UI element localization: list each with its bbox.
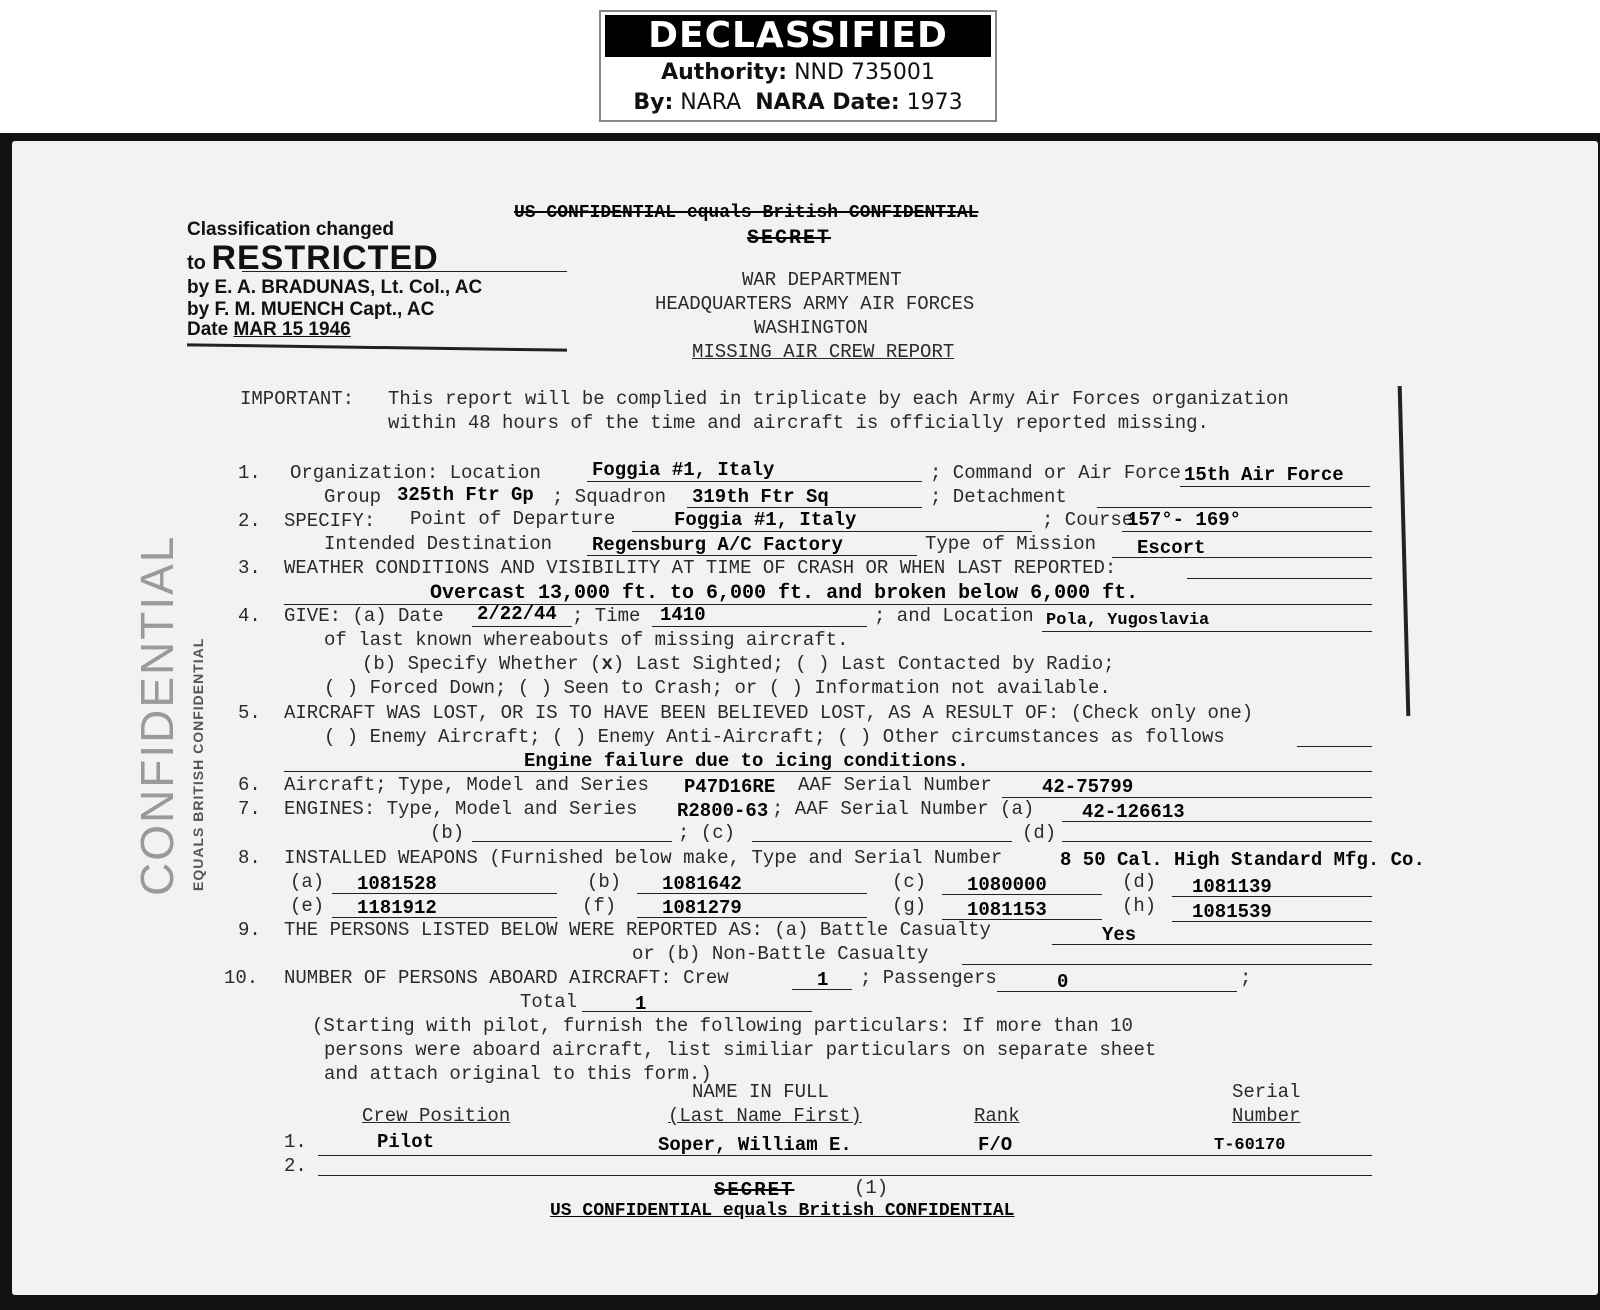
item9-label: THE PERSONS LISTED BELOW WERE REPORTED AS: (a) Battle Casualty [284,919,991,941]
stamp-by-line [601,90,995,115]
item5-enemy-aircraft: Enemy Aircraft; [369,726,541,748]
weapon-line-f [637,917,867,918]
weapon-tag-h: (h) [1122,895,1157,917]
item4-b-label: (b) Specify Whether [362,653,579,675]
stamp-by-value: NARA [680,90,742,115]
item1-squadron-line [687,507,922,508]
item1-squadron: 319th Ftr Sq [692,486,829,508]
form-page [12,141,1598,1295]
item7-d-line [1062,841,1372,842]
item8-label: INSTALLED WEAPONS (Furnished below make, Type and Serial Number [284,847,1003,869]
crew-row-1-rank: F/O [978,1134,1013,1156]
item3-number: 3. [238,557,261,579]
reclass-to-label: to [187,252,206,274]
item9-battle-line [1052,944,1372,945]
crew-row-1-position: Pilot [377,1131,435,1153]
crew-row-1-num: 1. [284,1131,307,1153]
item1-command-line [1180,486,1370,487]
item10-passengers-label: ; Passengers [860,967,997,989]
item4-give-label: GIVE: (a) Date [284,605,444,627]
item2-destination-line [587,555,917,556]
weapon-serial-f: 1081279 [662,897,742,919]
item1-command: 15th Air Force [1184,464,1344,486]
item4-date: 2/22/44 [477,603,557,625]
crew-row-1-line [318,1155,1372,1156]
crew-row-2-line [318,1175,1372,1176]
side-confidential-small: EQUALS BRITISH CONFIDENTIAL [190,637,206,891]
footer-page: (1) [854,1177,889,1199]
item1-detachment-label: ; Detachment [930,486,1067,508]
item4-last-contacted: Last Contacted by Radio; [840,653,1115,675]
weapon-line-c [942,894,1102,895]
weapon-tag-a: (a) [290,871,325,893]
item5-label: AIRCRAFT WAS LOST, OR IS TO HAVE BEEN BELIEVED LOST, AS A RESULT OF: (Check only one) [284,702,1254,724]
item2-mission-label: Type of Mission [925,533,1097,555]
item5-value: Engine failure due to icing conditions. [524,750,969,772]
item3-line-a [1187,578,1372,579]
item6-serial-label: AAF Serial Number [798,774,992,796]
stamp-date-label: NARA Date: [755,90,900,115]
reclass-date-value: MAR 15 1946 [233,319,351,340]
col-name-2: (Last Name First) [668,1105,862,1127]
item10-passengers-line [997,991,1237,992]
weapon-serial-h: 1081539 [1192,901,1272,923]
item4-location: Pola, Yugoslavia [1046,611,1210,630]
item9-number: 9. [238,919,261,941]
item9-label2: or (b) Non-Battle Casualty [632,943,929,965]
item3-label: WEATHER CONDITIONS AND VISIBILITY AT TIME OF CRASH OR WHEN LAST REPORTED: [284,557,1117,579]
footer-classification: US CONFIDENTIAL equals British CONFIDENTIAL [550,1201,1015,1221]
col-rank: Rank [974,1105,1020,1127]
item5-other-line [1297,746,1372,747]
item4-whereabouts: of last known whereabouts of missing aircraft. [324,629,849,651]
item10-note1: (Starting with pilot, furnish the following particulars: If more than 10 [312,1015,1133,1037]
weapon-line-e [332,917,557,918]
item7-number: 7. [238,798,261,820]
item5-value-line [284,771,1372,772]
item4-b-line: (b) Specify Whether (x) Last Sighted; ( ) Last Contacted by Radio; [362,653,1115,675]
header-redacted-word: SECRET [747,227,832,250]
item2-number: 2. [238,510,261,532]
item10-passengers: 0 [1057,971,1069,993]
item2-course: 157°- 169° [1127,509,1242,531]
item1-number: 1. [238,462,261,484]
crew-row-2-num: 2. [284,1155,307,1177]
item1-group: 325th Ftr Gp [397,484,534,506]
reclass-to-line [187,239,439,278]
declassified-stamp [599,10,997,122]
weapon-serial-a: 1081528 [357,873,437,895]
item2-course-line [1122,531,1372,532]
crew-row-1-serial: T-60170 [1214,1136,1286,1155]
item6-type: P47D16RE [684,776,776,798]
weapon-line-b [637,893,867,894]
item2-departure: Foggia #1, Italy [674,509,857,531]
stamp-date-value: 1973 [906,90,963,115]
footer-redacted: SECRET [714,1179,795,1201]
item2-destination: Regensburg A/C Factory [592,534,843,556]
important-line2: within 48 hours of the time and aircraft is officially reported missing. [388,412,1209,434]
header-dept: WAR DEPARTMENT [742,269,902,291]
item3-value: Overcast 13,000 ft. to 6,000 ft. and broken below 6,000 ft. [430,582,1139,605]
item2-course-label: ; Course [1042,509,1134,531]
item8-number: 8. [238,847,261,869]
item10-crew: 1 [817,969,829,991]
reclass-date-line [187,319,351,341]
item4-time-line [652,626,867,627]
item4-forced-down: Forced Down; [369,677,507,699]
weapon-serial-c: 1080000 [967,874,1047,896]
weapon-line-h [1172,921,1372,922]
important-label: IMPORTANT: [240,388,355,410]
item10-crew-line [792,989,852,990]
item7-serial-label: ; AAF Serial Number (a) [772,798,1035,820]
item1-location: Foggia #1, Italy [592,459,775,481]
col-position: Crew Position [362,1105,511,1127]
col-serial-2: Number [1232,1105,1301,1127]
item6-serial: 42-75799 [1042,776,1134,798]
item1-group-label: Group [324,486,382,508]
item7-serial-a: 42-126613 [1082,801,1185,823]
weapon-tag-d: (d) [1122,871,1157,893]
item7-serial-a-line [1062,821,1372,822]
col-serial-1: Serial [1232,1081,1301,1103]
item10-label: NUMBER OF PERSONS ABOARD AIRCRAFT: Crew [284,967,729,989]
weapon-tag-e: (e) [290,895,325,917]
item4-time-label: ; Time [572,605,641,627]
reclass-date-label: Date [187,319,229,340]
reclass-restricted: RESTRICTED [211,239,439,277]
important-line1: This report will be complied in triplicate by each Army Air Forces organization [388,388,1289,410]
item1-command-label: ; Command or Air Force [930,462,1181,484]
item1-squadron-label: ; Squadron [552,486,667,508]
header-classification: US CONFIDENTIAL equals British CONFIDENTIAL [514,203,979,223]
item1-org-label: Organization: Location [290,462,541,484]
item4-location-line [1042,631,1372,632]
crew-row-1-name: Soper, William E. [658,1134,852,1156]
margin-mark [1398,386,1411,716]
item4-date-line [472,626,572,627]
reclass-line1: Classification changed [187,219,394,240]
reclass-by1: by E. A. BRADUNAS, Lt. Col., AC [187,277,483,298]
reclass-rule [187,343,567,351]
side-confidential-stamp: CONFIDENTIAL [131,534,183,896]
item1-detachment-line [1097,507,1372,508]
item9-battle: Yes [1102,924,1137,946]
stamp-authority-label: Authority: [661,60,788,85]
item6-label: Aircraft; Type, Model and Series [284,774,649,796]
item2-destination-label: Intended Destination [324,533,553,555]
weapon-serial-d: 1081139 [1192,876,1272,898]
item10-note3: and attach original to this form.) [324,1063,712,1085]
item10-total-label: Total [520,991,578,1013]
item7-label: ENGINES: Type, Model and Series [284,798,638,820]
item3-line-b [284,604,1372,605]
weapon-serial-b: 1081642 [662,873,742,895]
item5-other: Other circumstances as follows [882,726,1225,748]
scanned-document [0,133,1600,1310]
col-name-1: NAME IN FULL [692,1081,829,1103]
weapon-tag-c: (c) [892,871,927,893]
weapon-serial-e: 1181912 [357,897,437,919]
stamp-authority-line [601,60,995,85]
item6-number: 6. [238,774,261,796]
reclass-by2: by F. M. MUENCH Capt., AC [187,299,435,320]
item7-c-label: ; (c) [678,822,736,844]
weapon-serial-g: 1081153 [967,899,1047,921]
item5-options-line: ( ) Enemy Aircraft; ( ) Enemy Anti-Aircraft; ( ) Other circumstances as follows [324,726,1225,748]
report-title: MISSING AIR CREW REPORT [692,341,955,363]
item7-type: R2800-63 [677,800,769,822]
weapon-tag-g: (g) [892,895,927,917]
item8-make: 8 50 Cal. High Standard Mfg. Co. [1060,849,1425,871]
item4-time: 1410 [660,604,706,626]
item9-nonbattle-line [962,964,1372,965]
weapon-line-d [1172,896,1372,897]
item7-d-label: (d) [1022,822,1057,844]
item1-location-line [587,481,922,482]
item4-check-x: x [601,653,613,675]
stamp-by-label: By: [633,90,674,115]
item10-total-line [582,1011,812,1012]
item4-number: 4. [238,605,261,627]
item2-mission: Escort [1137,537,1206,559]
header-hq: HEADQUARTERS ARMY AIR FORCES [655,293,975,315]
item10-note2: persons were aboard aircraft, list similiar particulars on separate sheet [324,1039,1157,1061]
item5-number: 5. [238,702,261,724]
item2-departure-line [632,531,1032,532]
weapon-tag-b: (b) [587,871,622,893]
stamp-title: DECLASSIFIED [605,15,991,57]
item4-location-label: ; and Location [874,605,1034,627]
item6-serial-line [1002,797,1372,798]
item7-b-label: (b) [430,822,465,844]
item2-mission-line [1112,557,1372,558]
item10-number: 10. [224,967,259,989]
item7-b-line [472,841,672,842]
item4-options-line: ( ) Forced Down; ( ) Seen to Crash; or ( ) Information not available. [324,677,1111,699]
item4-info-na: Information not available. [814,677,1111,699]
item4-last-sighted: Last Sighted; [635,653,784,675]
item2-departure-label: Point of Departure [410,508,616,530]
stamp-authority-value: NND 735001 [794,60,935,85]
item5-enemy-aa: Enemy Anti-Aircraft; [597,726,826,748]
item2-specify-label: SPECIFY: [284,510,376,532]
reclass-underline [242,271,567,272]
header-city: WASHINGTON [754,317,869,339]
item7-c-line [752,841,1012,842]
weapon-line-a [332,893,557,894]
item10-semicolon: ; [1240,967,1252,989]
weapon-tag-f: (f) [582,895,617,917]
item4-seen-crash: Seen to Crash; or [563,677,758,699]
item10-total: 1 [635,993,647,1015]
